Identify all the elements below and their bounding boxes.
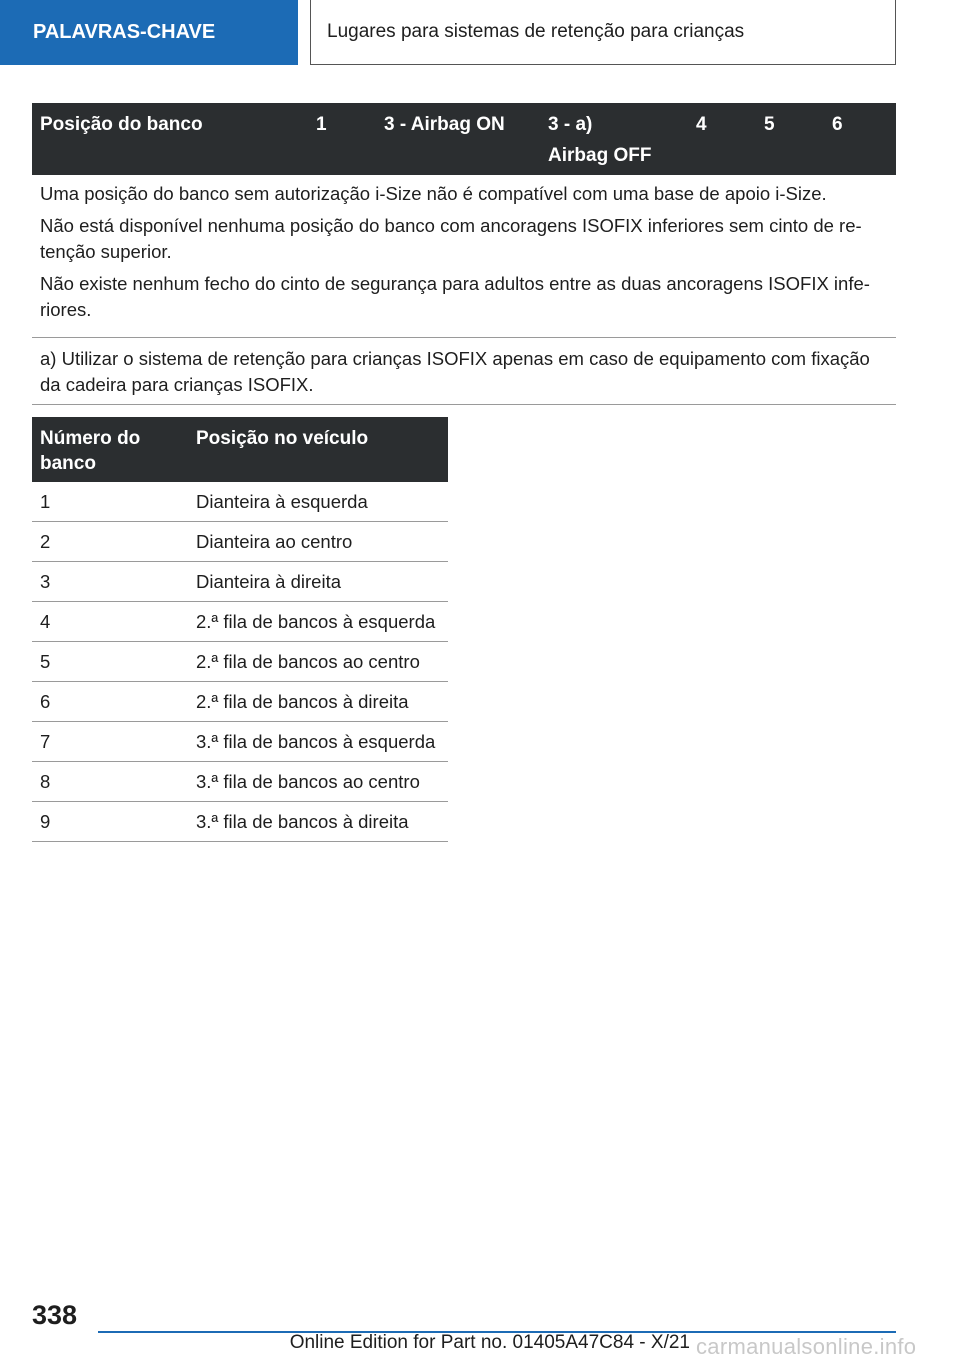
note: Não existe nenhum fecho do cinto de segurança para adultos entre as duas ancoragens ISOFIX infe- riores. bbox=[40, 273, 870, 320]
watermark: carmanualsonline.info bbox=[696, 1334, 917, 1359]
table-row bbox=[32, 682, 448, 722]
header-col-3-a: 3 - a) bbox=[548, 114, 593, 135]
seat-number: 6 bbox=[32, 682, 188, 722]
seat-number: 2 bbox=[32, 522, 188, 562]
seat-location: 2.ª fila de bancos ao centro bbox=[188, 642, 448, 682]
seat-number: 8 bbox=[32, 762, 188, 802]
seat-number: 9 bbox=[32, 802, 188, 842]
seat-location: 3.ª fila de bancos ao centro bbox=[188, 762, 448, 802]
footnote-text: a) Utilizar o sistema de retenção para crianças ISOFIX apenas em caso de equipamento com fixação da cadeira para crianças ISOFIX. bbox=[40, 348, 870, 395]
seat-location: 2.ª fila de bancos à direita bbox=[188, 682, 448, 722]
seat-number: 7 bbox=[32, 722, 188, 762]
header-col-4: 4 bbox=[696, 114, 707, 135]
header-col-1: 1 bbox=[316, 114, 327, 135]
seat-location: 3.ª fila de bancos à direita bbox=[188, 802, 448, 842]
table-row bbox=[32, 762, 448, 802]
table-row bbox=[32, 802, 448, 842]
table-row bbox=[32, 602, 448, 642]
page-number: 338 bbox=[32, 1300, 78, 1330]
seat-location: 3.ª fila de bancos à esquerda bbox=[188, 722, 448, 762]
page-title: Lugares para sistemas de retenção para crianças bbox=[310, 0, 896, 65]
header-seat-position: Posição do banco bbox=[40, 114, 203, 135]
seat-number: 1 bbox=[32, 482, 188, 522]
seat-location: Dianteira ao centro bbox=[188, 522, 448, 562]
seat-number: 4 bbox=[32, 602, 188, 642]
edition-info: Online Edition for Part no. 01405A47C84 - X/21 bbox=[289, 1332, 690, 1353]
table-notes bbox=[32, 175, 896, 338]
seat-location: 2.ª fila de bancos à esquerda bbox=[188, 602, 448, 642]
header-col-5: 5 bbox=[764, 114, 775, 135]
table-row bbox=[32, 562, 448, 602]
table-footnote bbox=[32, 338, 896, 405]
table-row bbox=[32, 722, 448, 762]
note: Uma posição do banco sem autorização i-Size não é compatível com uma base de apoio i-Size. bbox=[40, 183, 827, 204]
seat-position-table bbox=[32, 103, 896, 405]
header-seat-number: Número do banco bbox=[32, 417, 188, 482]
seat-number: 3 bbox=[32, 562, 188, 602]
seat-location: Dianteira à direita bbox=[188, 562, 448, 602]
table-row bbox=[32, 482, 448, 522]
seat-position-table-header bbox=[32, 103, 896, 175]
seat-location: Dianteira à esquerda bbox=[188, 482, 448, 522]
section-tab[interactable]: PALAVRAS-CHAVE bbox=[0, 0, 298, 65]
table-row bbox=[32, 522, 448, 562]
header-col-3-airbag-off: Airbag OFF bbox=[548, 145, 652, 166]
header-vehicle-position: Posição no veículo bbox=[188, 417, 448, 482]
table-row bbox=[32, 642, 448, 682]
header-col-6: 6 bbox=[832, 114, 843, 135]
seat-number: 5 bbox=[32, 642, 188, 682]
seat-number-table bbox=[32, 417, 448, 842]
note: Não está disponível nenhuma posição do banco com ancoragens ISOFIX inferiores sem cinto de re- tenção superior. bbox=[40, 215, 862, 262]
header-col-3-airbag-on: 3 - Airbag ON bbox=[384, 114, 505, 135]
seat-number-table-header bbox=[32, 417, 448, 482]
